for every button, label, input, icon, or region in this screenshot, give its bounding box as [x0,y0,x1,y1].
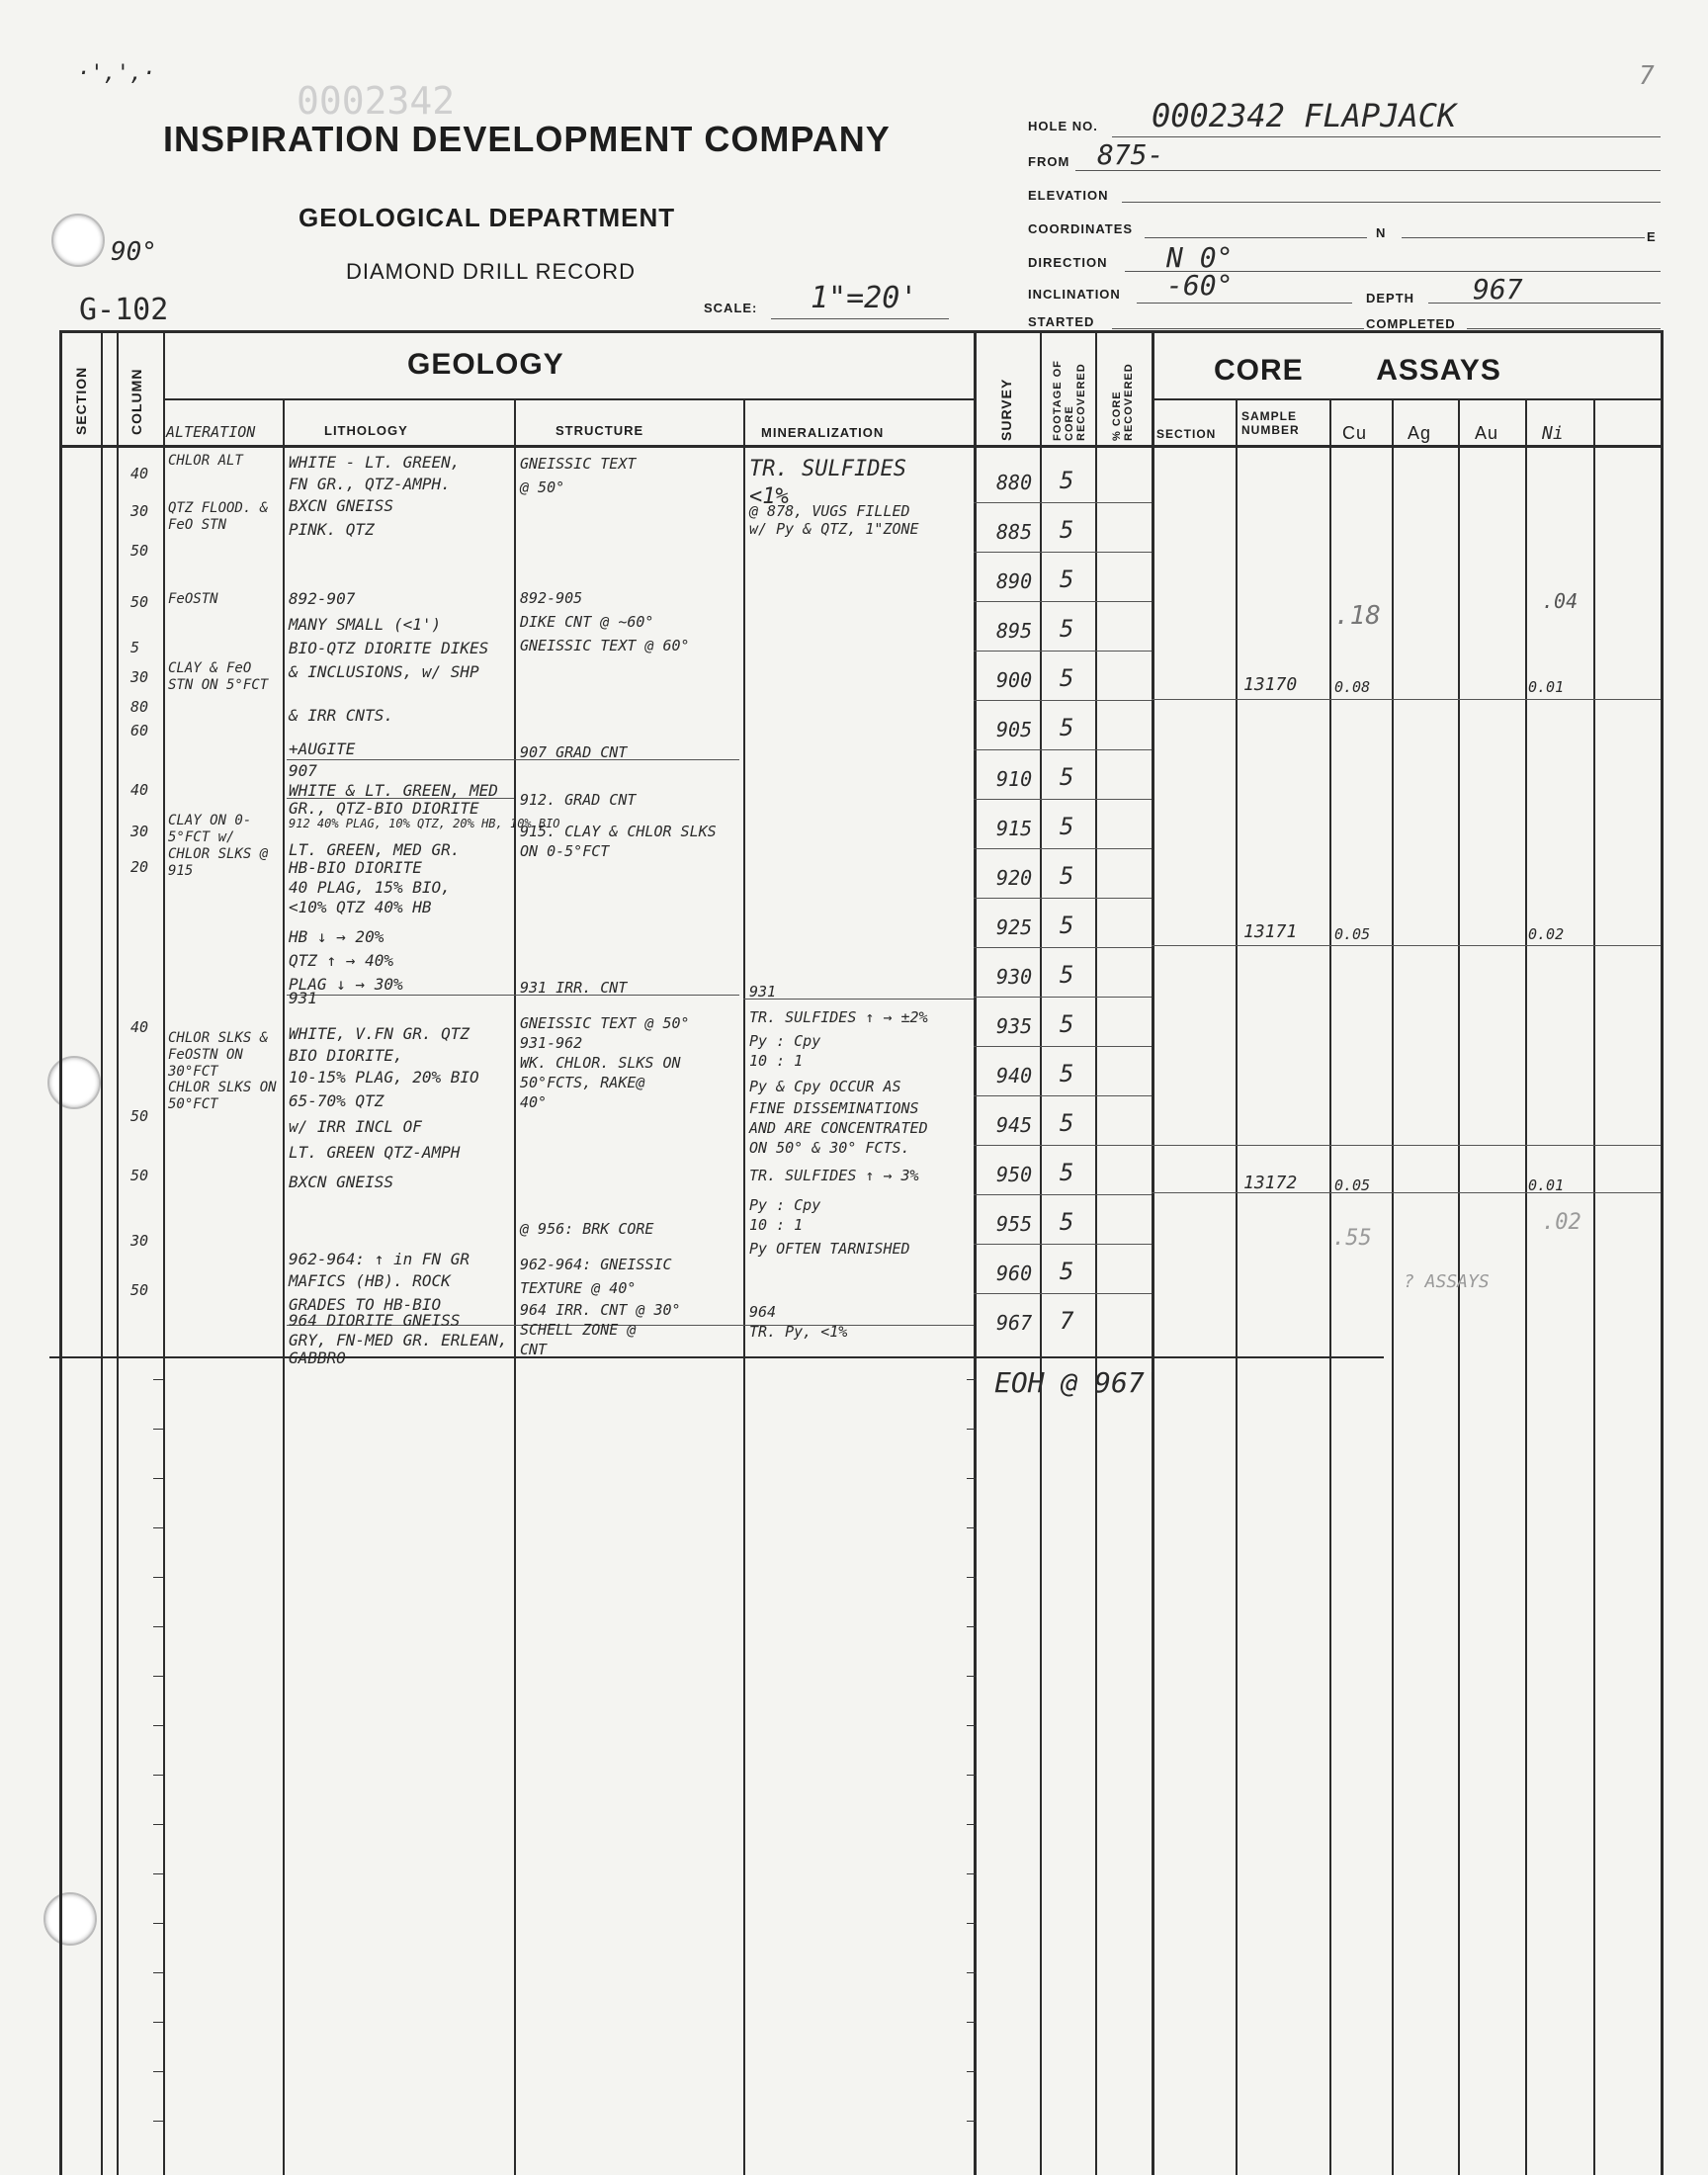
lithology-note: LT. GREEN QTZ-AMPH [289,1143,461,1162]
pct-core-header: % CORE RECOVERED [1111,363,1135,441]
lithology-note: GRY, FN-MED GR. ERLEAN, [289,1331,508,1349]
mineralization-note: 10 : 1 [749,1052,804,1070]
mineralization-note: 10 : 1 [749,1216,804,1234]
footage-value: 5 [1060,862,1074,890]
footage-value: 5 [1060,467,1074,494]
mineralization-note: Py OFTEN TARNISHED [749,1240,910,1258]
survey-row-line [974,749,1152,750]
lithology-note: PLAG ↓ → 30% [289,975,403,994]
footage-value: 5 [1060,1208,1074,1236]
punch-hole [43,1892,97,1946]
footage-value: 5 [1060,1159,1074,1186]
ni-pencil-note: .04 [1542,589,1579,613]
ni-value: 0.02 [1528,925,1565,943]
mineralization-note: FINE DISSEMINATIONS [749,1099,919,1117]
structure-note: @ 956: BRK CORE [520,1220,654,1238]
survey-row-line [974,1293,1152,1294]
assay-row-line [1152,699,1661,700]
column-header: COLUMN [128,368,144,435]
sample-number: 13171 [1243,921,1298,942]
alteration-note: QTZ FLOOD. & FeO STN [168,500,269,533]
cu-value: 0.05 [1334,925,1371,943]
end-line [49,1356,1384,1358]
column-mark: 60 [130,722,149,740]
mineralization-note: TR. SULFIDES ↑ → ±2% [749,1008,928,1026]
lithology-note: BXCN GNEISS [289,496,393,515]
mineralization-note: TR. Py, <1% [749,1323,848,1341]
completed-label: COMPLETED [1366,316,1456,331]
footage-value: 5 [1060,1258,1074,1285]
sample-number-header: SAMPLE NUMBER [1241,409,1300,437]
survey-depth: 880 [996,471,1033,494]
grid-vline [283,398,285,2175]
lithology-note: HB-BIO DIORITE [289,858,422,877]
depth-ticks [967,1379,977,2170]
alteration-header: ALTERATION [166,423,256,441]
alteration-note: CLAY & FeO STN ON 5°FCT [168,660,269,693]
column-mark: 50 [130,542,149,560]
hole-no-value: 0002342 FLAPJACK [1152,97,1457,134]
hole-no-label: HOLE NO. [1028,119,1098,133]
scale-value: 1"=20' [811,281,918,315]
structure-note: GNEISSIC TEXT @ 60° [520,637,690,654]
footage-value: 5 [1060,566,1074,593]
mineralization-note: AND ARE CONCENTRATED [749,1119,928,1137]
structure-note: 915. CLAY & CHLOR SLKS [520,823,717,840]
assay-row-line [1152,945,1661,946]
survey-depth: 910 [996,767,1033,791]
lithology-note: 40 PLAG, 15% BIO, [289,878,451,897]
mineralization-note: Py : Cpy [749,1196,821,1214]
footage-value: 5 [1060,763,1074,791]
lithology-note: & INCLUSIONS, w/ SHP [289,662,479,681]
alteration-note: CHLOR SLKS & FeOSTN ON 30°FCT [168,1030,269,1080]
mineralization-note: 931 [749,983,777,1000]
depth-label: DEPTH [1366,291,1415,305]
sample-number: 13170 [1243,674,1298,695]
lithology-note: BIO DIORITE, [289,1046,403,1065]
survey-header: SURVEY [998,378,1014,441]
alteration-note: CHLOR ALT [168,453,243,469]
column-mark: 40 [130,1018,149,1036]
structure-note: 40° [520,1093,548,1111]
survey-row-line [974,898,1152,899]
structure-note: 964 IRR. CNT @ 30° [520,1301,681,1319]
corner-marks: ·',',· [77,61,156,86]
lithology-note: 912 40% PLAG, 10% QTZ, 20% HB, 10% BIO [289,817,560,830]
grid-vline [1525,398,1527,2175]
lithology-note: GR., QTZ-BIO DIORITE [289,799,479,818]
from-value: 875- [1097,138,1164,171]
structure-note: 912. GRAD CNT [520,791,637,809]
grid-vline [1661,330,1664,2175]
survey-depth: 920 [996,866,1033,890]
field-line [1112,136,1661,137]
survey-depth: 905 [996,718,1033,741]
structure-note: @ 50° [520,478,565,496]
footage-value: 5 [1060,714,1074,741]
assays-sub-line [1152,398,1661,400]
mineralization-note: Py : Cpy [749,1032,821,1050]
survey-depth: 967 [996,1311,1033,1335]
footage-value: 5 [1060,1109,1074,1137]
cu-value: 0.05 [1334,1176,1371,1194]
mineralization-note: 964 [749,1303,777,1321]
grid-vline [101,330,103,2175]
survey-depth: 935 [996,1014,1033,1038]
field-line [1137,303,1352,304]
grid-vline [1095,330,1097,2175]
structure-note: 907 GRAD CNT [520,743,628,761]
column-mark: 30 [130,668,149,686]
footage-value: 5 [1060,1010,1074,1038]
grid-vline [1152,330,1154,2175]
faded-stamp: 0002342 [297,79,456,123]
mineralization-note: <1% [749,484,789,509]
survey-row-line [974,552,1152,553]
grid-vline [163,330,165,2175]
survey-depth: 895 [996,619,1033,643]
started-label: STARTED [1028,314,1095,329]
page-mark: 7 [1639,61,1655,91]
footage-value: 5 [1060,912,1074,939]
survey-row-line [974,947,1152,948]
survey-row-line [974,651,1152,652]
survey-row-line [974,1145,1152,1146]
lithology-note: WHITE - LT. GREEN, [289,453,461,472]
field-line [1428,303,1661,304]
footage-value: 5 [1060,615,1074,643]
lithology-note: HB ↓ → 20% [289,927,384,946]
footage-value: 5 [1060,664,1074,692]
lithology-note: BIO-QTZ DIORITE DIKES [289,639,489,657]
mineralization-note: ON 50° & 30° FCTS. [749,1139,910,1157]
column-mark: 50 [130,593,149,611]
lithology-note: 892-907 [289,589,356,608]
column-mark: 50 [130,1107,149,1125]
ni-header: Ni [1542,423,1564,444]
lithology-note: LT. GREEN, MED GR. [289,840,461,859]
au-header: Au [1475,423,1499,443]
question-note: ? ASSAYS [1404,1271,1490,1292]
column-mark: 80 [130,698,149,716]
footage-value: 5 [1060,813,1074,840]
unit-line [743,999,974,1000]
cu-pencil-note-2: .55 [1332,1226,1372,1251]
n-label: N [1376,225,1387,240]
mineralization-note: Py & Cpy OCCUR AS [749,1078,901,1095]
inclination-label: INCLINATION [1028,287,1121,302]
survey-row-line [974,848,1152,849]
grid-vline [117,330,119,2175]
structure-note: ON 0-5°FCT [520,842,610,860]
survey-depth: 900 [996,668,1033,692]
footage-value: 5 [1060,961,1074,989]
mineralization-note: TR. SULFIDES ↑ → 3% [749,1167,919,1184]
lithology-note: <10% QTZ 40% HB [289,898,432,916]
survey-row-line [974,1244,1152,1245]
ni-value: 0.01 [1528,1176,1565,1194]
from-label: FROM [1028,154,1070,169]
footage-value: 5 [1060,516,1074,544]
punch-hole [47,1056,101,1109]
lithology-note: 962-964: ↑ in FN GR [289,1250,470,1268]
survey-row-line [974,1046,1152,1047]
lithology-note: GABBRO [289,1348,346,1367]
assay-row-line [1152,1145,1661,1146]
field-line [1402,237,1645,238]
mineralization-note: @ 878, VUGS FILLED [749,502,910,520]
column-mark: 40 [130,781,149,799]
coordinates-label: COORDINATES [1028,221,1134,236]
column-mark: 30 [130,502,149,520]
lithology-note: 10-15% PLAG, 20% BIO [289,1068,479,1087]
lithology-note: PINK. QTZ [289,520,375,539]
direction-value: N 0° [1166,241,1234,274]
grid-vline [1593,398,1595,2175]
column-mark: 30 [130,1232,149,1250]
structure-note: GNEISSIC TEXT [520,455,637,473]
lithology-note: 907 [289,761,317,780]
header-bottom-line [59,445,1661,448]
section-header: SECTION [73,366,89,435]
field-line [1112,328,1364,329]
survey-row-line [974,1194,1152,1195]
form-number: G-102 [79,293,169,327]
structure-note: CNT [520,1341,548,1358]
grid-vline [1392,398,1394,2175]
lithology-note: FN GR., QTZ-AMPH. [289,475,451,493]
structure-note: 931 IRR. CNT [520,979,628,997]
structure-note: 931-962 [520,1034,583,1052]
survey-row-line [974,799,1152,800]
grid-vline [1040,330,1042,2175]
inclination-value: -60° [1166,269,1234,302]
survey-depth: 930 [996,965,1033,989]
structure-note: 962-964: GNEISSIC [520,1256,672,1273]
depth-value: 967 [1473,273,1523,305]
lithology-note: WHITE, V.FN GR. QTZ [289,1024,470,1043]
direction-label: DIRECTION [1028,255,1108,270]
end-of-hole: EOH @ 967' [994,1366,1161,1399]
ag-header: Ag [1408,423,1432,443]
field-line [1122,202,1661,203]
survey-depth: 890 [996,569,1033,593]
mineralization-header: MINERALIZATION [761,425,885,440]
assay-row-line [1152,1192,1661,1193]
department-name: GEOLOGICAL DEPARTMENT [299,203,676,232]
survey-depth: 945 [996,1113,1033,1137]
record-title: DIAMOND DRILL RECORD [346,259,636,284]
footage-value: 7 [1060,1307,1074,1335]
column-mark: 30 [130,823,149,840]
cu-header: Cu [1342,423,1368,443]
company-name: INSPIRATION DEVELOPMENT COMPANY [163,119,891,159]
lithology-note: MAFICS (HB). ROCK [289,1271,451,1290]
footage-value: 5 [1060,1060,1074,1088]
lithology-note: w/ IRR INCL OF [289,1117,422,1136]
alteration-note: CLAY ON 0-5°FCT w/ CHLOR SLKS @ 915 [168,813,269,879]
e-label: E [1647,229,1657,244]
structure-note: GNEISSIC TEXT @ 50° [520,1014,690,1032]
column-mark: 40 [130,465,149,482]
survey-depth: 885 [996,520,1033,544]
survey-depth: 950 [996,1163,1033,1186]
structure-note: TEXTURE @ 40° [520,1279,637,1297]
structure-header: STRUCTURE [555,423,644,438]
survey-row-line [974,997,1152,998]
structure-note: 892-905 [520,589,583,607]
field-line [1467,328,1661,329]
survey-row-line [974,1095,1152,1096]
column-mark: 5 [130,639,140,656]
cu-value: 0.08 [1334,678,1371,696]
survey-depth: 960 [996,1262,1033,1285]
structure-note: 50°FCTS, RAKE@ [520,1074,645,1091]
geology-sub-line [163,398,974,400]
column-mark: 20 [130,858,149,876]
lithology-note: MANY SMALL (<1') [289,615,442,634]
alteration-note: FeOSTN [168,591,218,607]
alteration-note: CHLOR SLKS ON 50°FCT [168,1080,277,1112]
grid-vline [59,330,62,2175]
lithology-note: 931 [289,989,317,1007]
geology-header: GEOLOGY [407,348,564,381]
lithology-note: & IRR CNTS. [289,706,393,725]
field-line [1145,237,1367,238]
ni-value: 0.01 [1528,678,1565,696]
core-assays-header: CORE ASSAYS [1214,354,1501,387]
unit-line [287,995,514,996]
lithology-note: BXCN GNEISS [289,1173,393,1191]
survey-row-line [974,601,1152,602]
assay-section-header: SECTION [1156,427,1217,441]
unit-line [287,759,514,760]
scale-label: SCALE: [704,301,758,315]
survey-depth: 940 [996,1064,1033,1088]
grid-vline [514,398,516,2175]
left-note: 90° [111,237,157,267]
column-ticks [153,1379,163,2170]
sample-number: 13172 [1243,1173,1298,1193]
punch-hole [51,214,105,267]
lithology-header: LITHOLOGY [324,423,408,438]
grid-top [59,330,1661,333]
mineralization-note: w/ Py & QTZ, 1"ZONE [749,520,919,538]
lithology-note: QTZ ↑ → 40% [289,951,393,970]
survey-row-line [974,700,1152,701]
lithology-note: GRADES TO HB-BIO [289,1295,442,1314]
lithology-note: WHITE & LT. GREEN, MED [289,781,498,800]
survey-row-line [974,502,1152,503]
survey-depth: 955 [996,1212,1033,1236]
footage-header: FOOTAGE OF CORE RECOVERED [1052,360,1087,441]
structure-note: WK. CHLOR. SLKS ON [520,1054,681,1072]
elevation-label: ELEVATION [1028,188,1109,203]
structure-note: DIKE CNT @ ~60° [520,613,654,631]
survey-depth: 925 [996,915,1033,939]
grid-vline [1236,398,1238,2175]
mineralization-note: TR. SULFIDES [749,457,906,481]
field-line [1075,170,1661,171]
ni-pencil-note-2: .02 [1542,1210,1581,1235]
lithology-note: 65-70% QTZ [289,1091,384,1110]
column-mark: 50 [130,1167,149,1184]
lithology-note: 964 DIORITE GNEISS [289,1311,461,1330]
grid-vline [743,398,745,2175]
survey-depth: 915 [996,817,1033,840]
column-mark: 50 [130,1281,149,1299]
cu-pencil-note: .18 [1334,601,1381,631]
lithology-note: +AUGITE [289,740,356,758]
grid-vline [1329,398,1331,2175]
structure-note: SCHELL ZONE @ [520,1321,637,1339]
scale-underline [771,318,949,319]
